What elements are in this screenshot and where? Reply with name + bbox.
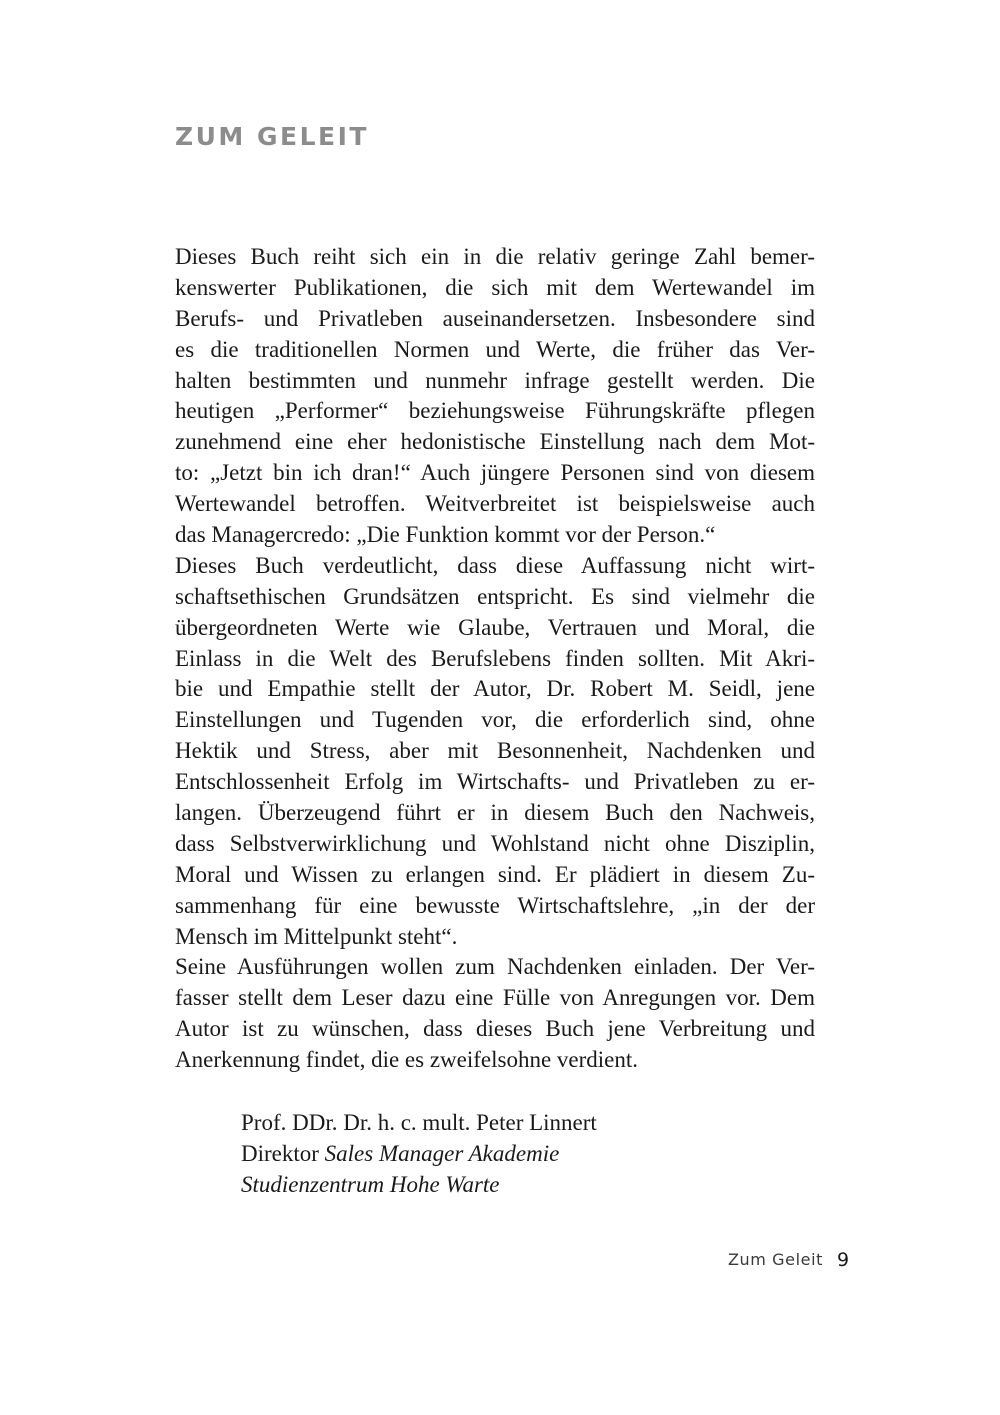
chapter-heading: ZUM GELEIT <box>175 122 369 151</box>
body-line: Seine Ausführungen wollen zum Nachdenken einladen. Der Ver- <box>175 954 815 980</box>
body-line: Dieses Buch reiht sich ein in die relativ geringe Zahl bemer- <box>175 244 815 269</box>
body-line: Mensch im Mittelpunkt steht“. <box>175 923 458 949</box>
body-line: Wertewandel betroffen. Weitverbreitet ist beispielsweise auch <box>175 491 815 517</box>
signature-role <box>241 1138 597 1169</box>
body-line: sammenhang für eine bewusste Wirtschaftslehre, „in der der <box>175 892 815 918</box>
body-line: Berufs- und Privatleben auseinandersetzen. Insbesondere sind <box>175 305 815 331</box>
body-line: Anerkennung findet, die es zweifelsohne verdient. <box>175 1047 639 1073</box>
body-line: Einlass in die Welt des Berufslebens finden sollten. Mit Akri- <box>175 645 815 671</box>
signature-role-prefix: Direktor <box>241 1141 325 1166</box>
body-line: es die traditionellen Normen und Werte, die früher das Ver- <box>175 336 815 362</box>
body-line: schaftsethischen Grundsätzen entspricht. Es sind vielmehr die <box>175 583 815 609</box>
body-line: bie und Empathie stellt der Autor, Dr. Robert M. Seidl, jene <box>175 676 815 702</box>
body-line: Moral und Wissen zu erlangen sind. Er plädiert in diesem Zu- <box>175 861 815 887</box>
body-line: das Managercredo: „Die Funktion kommt vor der Person.“ <box>175 522 716 548</box>
body-line: to: „Jetzt bin ich dran!“ Auch jüngere Personen sind von diesem <box>175 460 815 486</box>
page-number: 9 <box>837 1249 850 1271</box>
body-line: Hektik und Stress, aber mit Besonnenheit, Nachdenken und <box>175 738 815 764</box>
body-line: Autor ist zu wünschen, dass dieses Buch jene Verbreitung und <box>175 1016 815 1042</box>
running-footer-section: Zum Geleit <box>728 1250 824 1269</box>
body-line: heutigen „Performer“ beziehungsweise Führungskräfte pflegen <box>175 398 815 424</box>
signature-organization: Sales Manager Akademie <box>324 1141 560 1166</box>
body-line: Dieses Buch verdeutlicht, dass diese Auffassung nicht wirt- <box>175 552 815 578</box>
body-line: zunehmend eine eher hedonistische Einstellung nach dem Mot- <box>175 429 815 455</box>
signature-institution: Studienzentrum Hohe Warte <box>241 1172 500 1197</box>
body-line: dass Selbstverwirklichung und Wohlstand nicht ohne Disziplin, <box>175 830 815 856</box>
body-line: Entschlossenheit Erfolg im Wirtschafts- und Privatleben zu er- <box>175 769 815 795</box>
signature-name: Prof. DDr. Dr. h. c. mult. Peter Linnert <box>241 1110 597 1135</box>
body-line: kenswerter Publikationen, die sich mit dem Wertewandel im <box>175 274 815 300</box>
body-line: Einstellungen und Tugenden vor, die erforderlich sind, ohne <box>175 707 815 733</box>
body-line: halten bestimmten und nunmehr infrage gestellt werden. Die <box>175 367 815 393</box>
body-line: übergeordneten Werte wie Glaube, Vertrauen und Moral, die <box>175 614 815 640</box>
body-line: langen. Überzeugend führt er in diesem Buch den Nachweis, <box>175 800 815 826</box>
signature-block <box>241 1107 597 1200</box>
foreword-body <box>175 242 815 1076</box>
body-line: fasser stellt dem Leser dazu eine Fülle von Anregungen vor. Dem <box>175 985 815 1011</box>
